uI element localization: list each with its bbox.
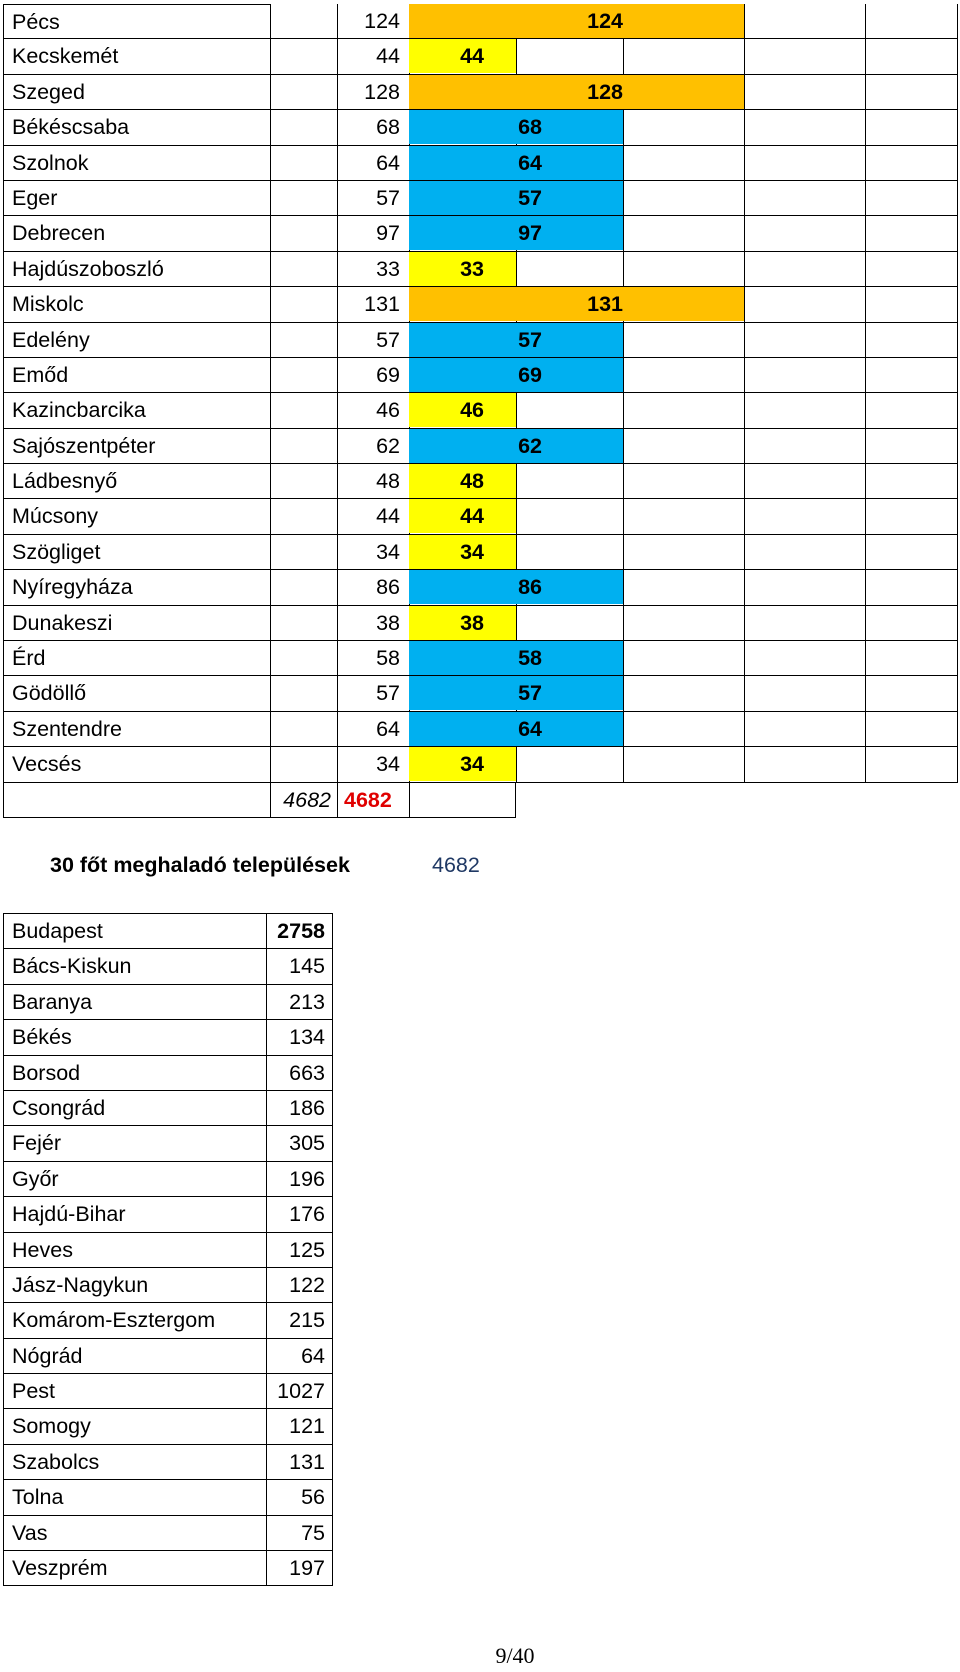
- county-name: Veszprém: [3, 1551, 266, 1586]
- city-name: Eger: [3, 181, 270, 216]
- city-name: Szolnok: [3, 146, 270, 181]
- table-row: [3, 570, 958, 605]
- city-value: 57: [337, 323, 409, 358]
- blank-cell: [270, 75, 337, 110]
- city-value: 131: [337, 287, 409, 322]
- county-value: 75: [266, 1516, 333, 1551]
- county-value: 64: [266, 1339, 333, 1374]
- city-name: Ládbesnyő: [3, 464, 270, 499]
- county-name: Baranya: [3, 985, 266, 1020]
- grid-cell: [744, 287, 865, 322]
- county-name: Borsod: [3, 1056, 266, 1091]
- county-value: 1027: [266, 1374, 333, 1409]
- grid-cell: [744, 358, 865, 393]
- grid-cell: [623, 606, 744, 641]
- grid-cell: [865, 110, 958, 145]
- grid-cell: [623, 535, 744, 570]
- table-row: [3, 1056, 333, 1091]
- table-row: [3, 499, 958, 534]
- city-value: 124: [337, 4, 409, 39]
- table-row: [3, 75, 958, 110]
- table-row: [3, 393, 958, 428]
- size-bar: 124: [409, 4, 744, 38]
- table-row: [3, 535, 958, 570]
- blank-cell: [270, 570, 337, 605]
- page-number: 9/40: [495, 1643, 535, 1668]
- table-row: [3, 464, 958, 499]
- city-name: Szentendre: [3, 712, 270, 747]
- table-row: [3, 1374, 333, 1409]
- city-value: 48: [337, 464, 409, 499]
- city-name: Edelény: [3, 323, 270, 358]
- grid-cell: [744, 110, 865, 145]
- county-name: Jász-Nagykun: [3, 1268, 266, 1303]
- county-value: 663: [266, 1056, 333, 1091]
- table-row: [3, 287, 958, 322]
- city-value: 44: [337, 39, 409, 74]
- county-value: 305: [266, 1126, 333, 1161]
- table-row: [3, 641, 958, 676]
- blank-cell: [270, 499, 337, 534]
- size-bar: 131: [409, 287, 744, 321]
- grid-cell: [744, 499, 865, 534]
- table-row: [3, 1480, 333, 1515]
- blank-cell: [270, 146, 337, 181]
- city-value: 86: [337, 570, 409, 605]
- county-value: 122: [266, 1268, 333, 1303]
- size-bar: 128: [409, 75, 744, 109]
- grid-cell: [623, 464, 744, 499]
- city-value: 62: [337, 429, 409, 464]
- table-row: [3, 252, 958, 287]
- grid-cell: [744, 393, 865, 428]
- county-table: [3, 913, 333, 1586]
- grid-cell: [516, 39, 623, 74]
- table-row: [3, 1162, 333, 1197]
- size-bar: 44: [409, 499, 516, 533]
- table-row: [3, 712, 958, 747]
- city-value: 57: [337, 676, 409, 711]
- grid-cell: [623, 747, 744, 782]
- city-name: Nyíregyháza: [3, 570, 270, 605]
- grid-cell: [744, 570, 865, 605]
- size-bar: 34: [409, 747, 516, 781]
- size-bar: 44: [409, 39, 516, 73]
- county-value: 213: [266, 985, 333, 1020]
- blank-cell: [270, 358, 337, 393]
- size-bar: 38: [409, 606, 516, 640]
- table-row: [3, 1303, 333, 1338]
- size-bar: 64: [409, 146, 623, 180]
- table-row: [3, 216, 958, 251]
- size-bar: 86: [409, 570, 623, 604]
- grid-cell: [865, 216, 958, 251]
- grid-cell: [623, 712, 744, 747]
- table-row: [3, 1126, 333, 1161]
- blank-cell: [270, 429, 337, 464]
- county-name: Fejér: [3, 1126, 266, 1161]
- grid-cell: [744, 181, 865, 216]
- blank-cell: [270, 606, 337, 641]
- table-row: [3, 181, 958, 216]
- grid-cell: [623, 429, 744, 464]
- grid-cell: [865, 641, 958, 676]
- city-value: 57: [337, 181, 409, 216]
- grid-cell: [623, 570, 744, 605]
- table-row: [3, 146, 958, 181]
- blank-cell: [270, 216, 337, 251]
- size-bar: 97: [409, 216, 623, 250]
- grid-cell: [623, 499, 744, 534]
- city-name: Szeged: [3, 75, 270, 110]
- county-value: 134: [266, 1020, 333, 1055]
- city-name: Vecsés: [3, 747, 270, 782]
- city-name: Kazincbarcika: [3, 393, 270, 428]
- city-name: Pécs: [3, 4, 270, 39]
- county-value: 125: [266, 1233, 333, 1268]
- size-bar: 69: [409, 358, 623, 392]
- grid-cell: [744, 39, 865, 74]
- table-row: [3, 1551, 333, 1586]
- grid-cell: [623, 146, 744, 181]
- city-value: 69: [337, 358, 409, 393]
- size-bar: 33: [409, 252, 516, 286]
- city-name: Sajószentpéter: [3, 429, 270, 464]
- grid-cell: [865, 39, 958, 74]
- county-value: 131: [266, 1445, 333, 1480]
- county-name: Pest: [3, 1374, 266, 1409]
- size-bar: 57: [409, 181, 623, 215]
- blank-cell: [270, 181, 337, 216]
- city-value: 34: [337, 747, 409, 782]
- county-value: 145: [266, 949, 333, 984]
- grid-cell: [865, 252, 958, 287]
- grid-cell: [516, 606, 623, 641]
- table-row: [3, 676, 958, 711]
- county-name: Békés: [3, 1020, 266, 1055]
- city-value: 97: [337, 216, 409, 251]
- grid-cell: [865, 464, 958, 499]
- grid-cell: [865, 747, 958, 782]
- city-value: 58: [337, 641, 409, 676]
- size-bar: 34: [409, 535, 516, 569]
- table-row: [3, 39, 958, 74]
- city-name: Gödöllő: [3, 676, 270, 711]
- grid-cell: [865, 4, 958, 39]
- city-name: Dunakeszi: [3, 606, 270, 641]
- county-name: Nógrád: [3, 1339, 266, 1374]
- grid-cell: [623, 216, 744, 251]
- city-value: 33: [337, 252, 409, 287]
- grid-cell: [623, 323, 744, 358]
- grid-cell: [865, 712, 958, 747]
- total-italic: 4682: [270, 783, 337, 818]
- blank-cell: [270, 393, 337, 428]
- grid-cell: [744, 606, 865, 641]
- blank-cell: [270, 323, 337, 358]
- county-name: Hajdú-Bihar: [3, 1197, 266, 1232]
- grid-cell: [744, 641, 865, 676]
- grid-cell: [744, 75, 865, 110]
- city-name: Érd: [3, 641, 270, 676]
- blank-cell: [270, 464, 337, 499]
- table-row: [3, 323, 958, 358]
- county-value: 2758: [266, 914, 333, 949]
- size-bar: 62: [409, 429, 623, 463]
- grid-cell: [744, 252, 865, 287]
- table-row: [3, 1233, 333, 1268]
- grid-cell: [516, 252, 623, 287]
- county-value: 176: [266, 1197, 333, 1232]
- size-bar: 64: [409, 712, 623, 746]
- table-row: [3, 949, 333, 984]
- table-row: [3, 747, 958, 782]
- table-row: [3, 985, 333, 1020]
- city-name: Múcsony: [3, 499, 270, 534]
- county-value: 197: [266, 1551, 333, 1586]
- size-bar: 58: [409, 641, 623, 675]
- city-name: Hajdúszoboszló: [3, 252, 270, 287]
- grid-cell: [409, 783, 516, 818]
- county-value: 186: [266, 1091, 333, 1126]
- city-value: 38: [337, 606, 409, 641]
- totals-row: [3, 783, 958, 818]
- table-row: [3, 1268, 333, 1303]
- grid-cell: [865, 606, 958, 641]
- county-name: Somogy: [3, 1409, 266, 1444]
- blank-cell: [3, 783, 270, 818]
- county-name: Csongrád: [3, 1091, 266, 1126]
- county-name: Vas: [3, 1516, 266, 1551]
- table-row: [3, 1020, 333, 1055]
- blank-cell: [270, 747, 337, 782]
- city-value: 34: [337, 535, 409, 570]
- grid-cell: [623, 641, 744, 676]
- grid-cell: [623, 676, 744, 711]
- county-name: Szabolcs: [3, 1445, 266, 1480]
- county-name: Budapest: [3, 914, 266, 949]
- county-name: Heves: [3, 1233, 266, 1268]
- table-row: [3, 1091, 333, 1126]
- grid-cell: [744, 323, 865, 358]
- blank-cell: [270, 39, 337, 74]
- blank-cell: [270, 110, 337, 145]
- city-value: 128: [337, 75, 409, 110]
- grid-cell: [744, 146, 865, 181]
- table-row: [3, 1445, 333, 1480]
- table-row: [3, 914, 333, 949]
- grid-cell: [744, 747, 865, 782]
- county-value: 121: [266, 1409, 333, 1444]
- size-bar: 57: [409, 323, 623, 357]
- grid-cell: [744, 4, 865, 39]
- grid-cell: [516, 464, 623, 499]
- city-name: Kecskemét: [3, 39, 270, 74]
- summary-value: 4682: [432, 853, 480, 877]
- grid-cell: [623, 39, 744, 74]
- county-value: 196: [266, 1162, 333, 1197]
- grid-cell: [744, 464, 865, 499]
- table-row: [3, 1339, 333, 1374]
- grid-cell: [865, 75, 958, 110]
- blank-cell: [270, 4, 337, 39]
- county-name: Tolna: [3, 1480, 266, 1515]
- grid-cell: [623, 252, 744, 287]
- blank-cell: [270, 252, 337, 287]
- table-row: [3, 4, 958, 39]
- county-name: Bács-Kiskun: [3, 949, 266, 984]
- county-name: Győr: [3, 1162, 266, 1197]
- grid-cell: [516, 499, 623, 534]
- table-row: [3, 1516, 333, 1551]
- table-row: [3, 1197, 333, 1232]
- grid-cell: [865, 287, 958, 322]
- grid-cell: [744, 429, 865, 464]
- grid-cell: [623, 358, 744, 393]
- table-row: [3, 429, 958, 464]
- size-bar: 68: [409, 110, 623, 144]
- city-name: Debrecen: [3, 216, 270, 251]
- city-table: [3, 4, 958, 818]
- grid-cell: [865, 429, 958, 464]
- county-value: 215: [266, 1303, 333, 1338]
- grid-cell: [623, 393, 744, 428]
- city-value: 64: [337, 712, 409, 747]
- grid-cell: [516, 747, 623, 782]
- grid-cell: [744, 676, 865, 711]
- city-name: Szögliget: [3, 535, 270, 570]
- size-bar: 57: [409, 676, 623, 710]
- county-name: Komárom-Esztergom: [3, 1303, 266, 1338]
- grid-cell: [865, 146, 958, 181]
- size-bar: 48: [409, 464, 516, 498]
- grid-cell: [865, 181, 958, 216]
- summary-label: 30 főt meghaladó települések: [50, 853, 350, 877]
- blank-cell: [270, 676, 337, 711]
- grid-cell: [865, 499, 958, 534]
- blank-cell: [270, 287, 337, 322]
- total-red: 4682: [337, 783, 409, 818]
- grid-cell: [865, 676, 958, 711]
- grid-cell: [744, 535, 865, 570]
- grid-cell: [865, 358, 958, 393]
- table-row: [3, 1409, 333, 1444]
- table-row: [3, 110, 958, 145]
- blank-cell: [270, 641, 337, 676]
- grid-cell: [623, 181, 744, 216]
- table-row: [3, 606, 958, 641]
- city-value: 68: [337, 110, 409, 145]
- grid-cell: [865, 535, 958, 570]
- city-name: Emőd: [3, 358, 270, 393]
- grid-cell: [623, 110, 744, 145]
- city-value: 44: [337, 499, 409, 534]
- city-name: Békéscsaba: [3, 110, 270, 145]
- grid-cell: [865, 393, 958, 428]
- city-value: 46: [337, 393, 409, 428]
- grid-cell: [865, 570, 958, 605]
- blank-cell: [270, 712, 337, 747]
- city-name: Miskolc: [3, 287, 270, 322]
- grid-cell: [865, 323, 958, 358]
- grid-cell: [516, 393, 623, 428]
- county-value: 56: [266, 1480, 333, 1515]
- grid-cell: [744, 712, 865, 747]
- grid-cell: [516, 535, 623, 570]
- blank-cell: [270, 535, 337, 570]
- grid-cell: [744, 216, 865, 251]
- table-row: [3, 358, 958, 393]
- size-bar: 46: [409, 393, 516, 427]
- city-value: 64: [337, 146, 409, 181]
